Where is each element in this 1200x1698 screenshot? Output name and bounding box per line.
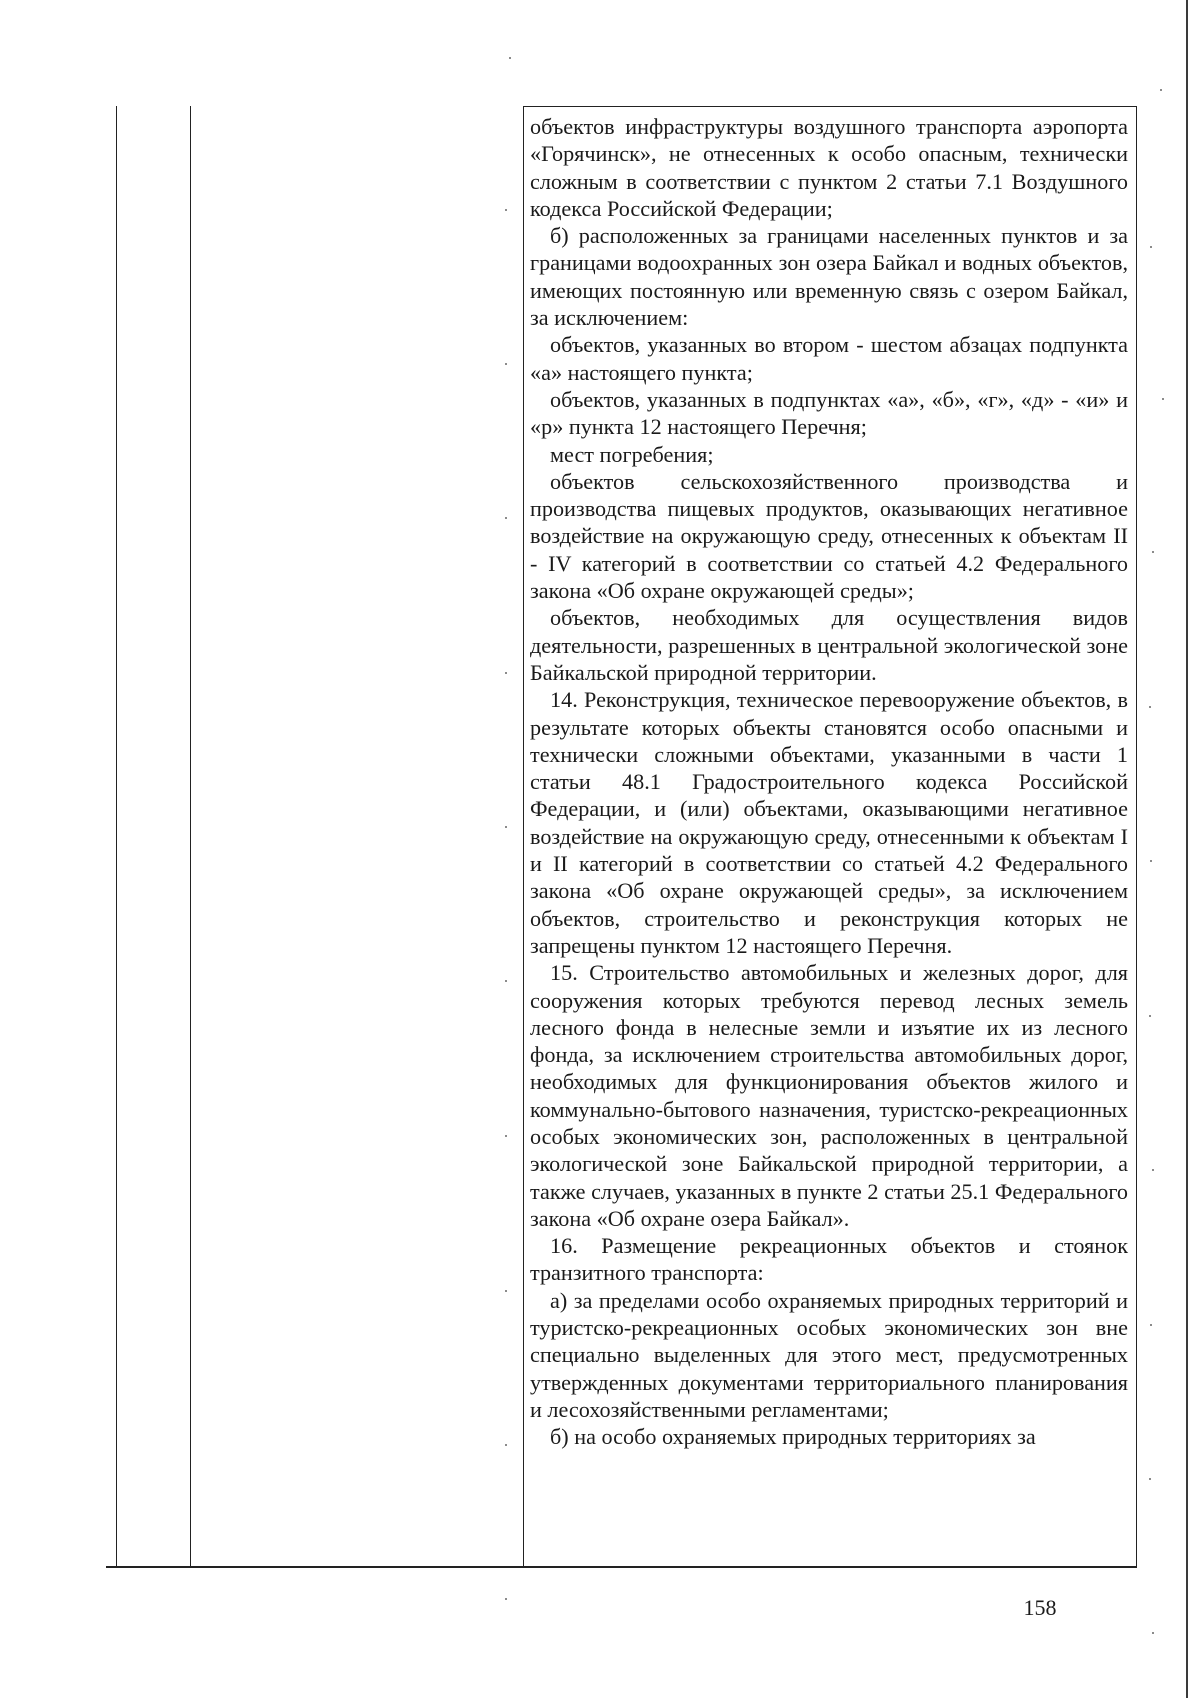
paragraph-exception-5: объектов, необходимых для осуществления видов деятельности, разрешенных в центральной экологической зоне Байкальской природной территории. [530, 605, 1128, 685]
scan-speck [505, 1598, 507, 1600]
paragraph-exception-3: мест погребения; [550, 441, 714, 467]
document-table [106, 106, 1138, 1567]
paragraph-item-16-a: а) за пределами особо охраняемых природных территорий и туристско-рекреационных особых экономических зон вне специально выделенных для этого мест, предусмотренных утвержденных документами территориального планирования и лесохозяйственными регламентами; [530, 1287, 1128, 1422]
scan-speck [1152, 1169, 1154, 1171]
scan-speck [1149, 706, 1151, 708]
table-border-left [116, 106, 117, 1567]
paragraph-exception-2: объектов, указанных в подпунктах «а», «б», «г», «д» - «и» и «р» пункта 12 настоящего Перечня; [530, 386, 1128, 440]
scan-speck [1150, 860, 1152, 862]
paragraph-subitem-b: б) расположенных за границами населенных пунктов и за границами водоохранных зон озера Байкал и водных объектов, имеющих постоянную или временную связь с озером Байкал, за исключением: [530, 223, 1128, 331]
scan-speck [1149, 1478, 1151, 1480]
paragraph-exception-4: объектов сельскохозяйственного производства и производства пищевых продуктов, оказывающих негативное воздействие на окружающую среду, отнесенных к объектам II - IV категорий в соответствии со статьей 4.2 Федерального закона «Об охране окружающей среды»; [530, 468, 1128, 604]
paragraph-item-14: 14. Реконструкция, техническое перевооружение объектов, в результате которых объекты становятся особо опасными и технически сложными объектами, указанными в части 1 статьи 48.1 Градостроительного кодекса Российской Федерации, и (или) объектами, оказывающими негативное воздействие на окружающую среду, отнесенными к объектам I и II категорий в соответствии со статьей 4.2 Федерального закона «Об охране окружающей среды», за исключением объектов, строительство и реконструкция которых не запрещены пунктом 12 настоящего Перечня. [530, 687, 1128, 958]
scan-speck [505, 672, 507, 674]
scan-page-edge [1186, 0, 1188, 1698]
scan-speck [505, 363, 507, 365]
paragraph-item-15: 15. Строительство автомобильных и железных дорог, для сооружения которых требуются перевод лесных земель лесного фонда в нелесные земли и изъятие их из лесного фонда, за исключением строительства автомобильных дорог, необходимых для функционирования объектов жилого и коммунально-бытового назначения, туристско-рекреационных особых экономических зон, расположенных в центральной экологической зоне Байкальской природной территории, а также случаев, указанных в пункте 2 статьи 25.1 Федерального закона «Об охране озера Байкал». [530, 960, 1128, 1231]
table-column-divider-2 [523, 106, 524, 1567]
scan-speck [505, 826, 507, 828]
scan-speck [505, 980, 507, 982]
paragraph-item-16: 16. Размещение рекреационных объектов и стоянок транзитного транспорта: [530, 1233, 1128, 1286]
table-column-divider-1 [190, 106, 191, 1567]
scan-speck [505, 517, 507, 519]
scan-speck [505, 209, 507, 211]
paragraph-item-16-b: б) на особо охраняемых природных территориях за [550, 1424, 1036, 1450]
scan-speck [1150, 246, 1152, 248]
table-text-cell [530, 113, 1128, 1451]
scan-speck [509, 57, 511, 59]
scan-speck [505, 1290, 507, 1292]
table-border-bottom [106, 1566, 1137, 1568]
scan-speck [1160, 89, 1162, 91]
scan-speck [1152, 1632, 1154, 1634]
page-number: 158 [1023, 1595, 1057, 1620]
paragraph-exception-1: объектов, указанных во втором - шестом абзацах подпункта «а» настоящего пункта; [530, 332, 1128, 385]
table-border-top [523, 106, 1137, 107]
paragraph-continued: объектов инфраструктуры воздушного транспорта аэропорта «Горячинск», не отнесенных к особо опасным, технически сложным в соответствии с пунктом 2 статьи 7.1 Воздушного кодекса Российской Федерации; [530, 114, 1128, 221]
table-border-right [1136, 106, 1137, 1567]
scan-speck [1149, 1015, 1151, 1017]
scan-speck [505, 1135, 507, 1137]
scan-speck [1152, 551, 1154, 553]
scan-speck [505, 1444, 507, 1446]
scan-speck [1150, 1324, 1152, 1326]
scan-speck [1162, 398, 1164, 400]
